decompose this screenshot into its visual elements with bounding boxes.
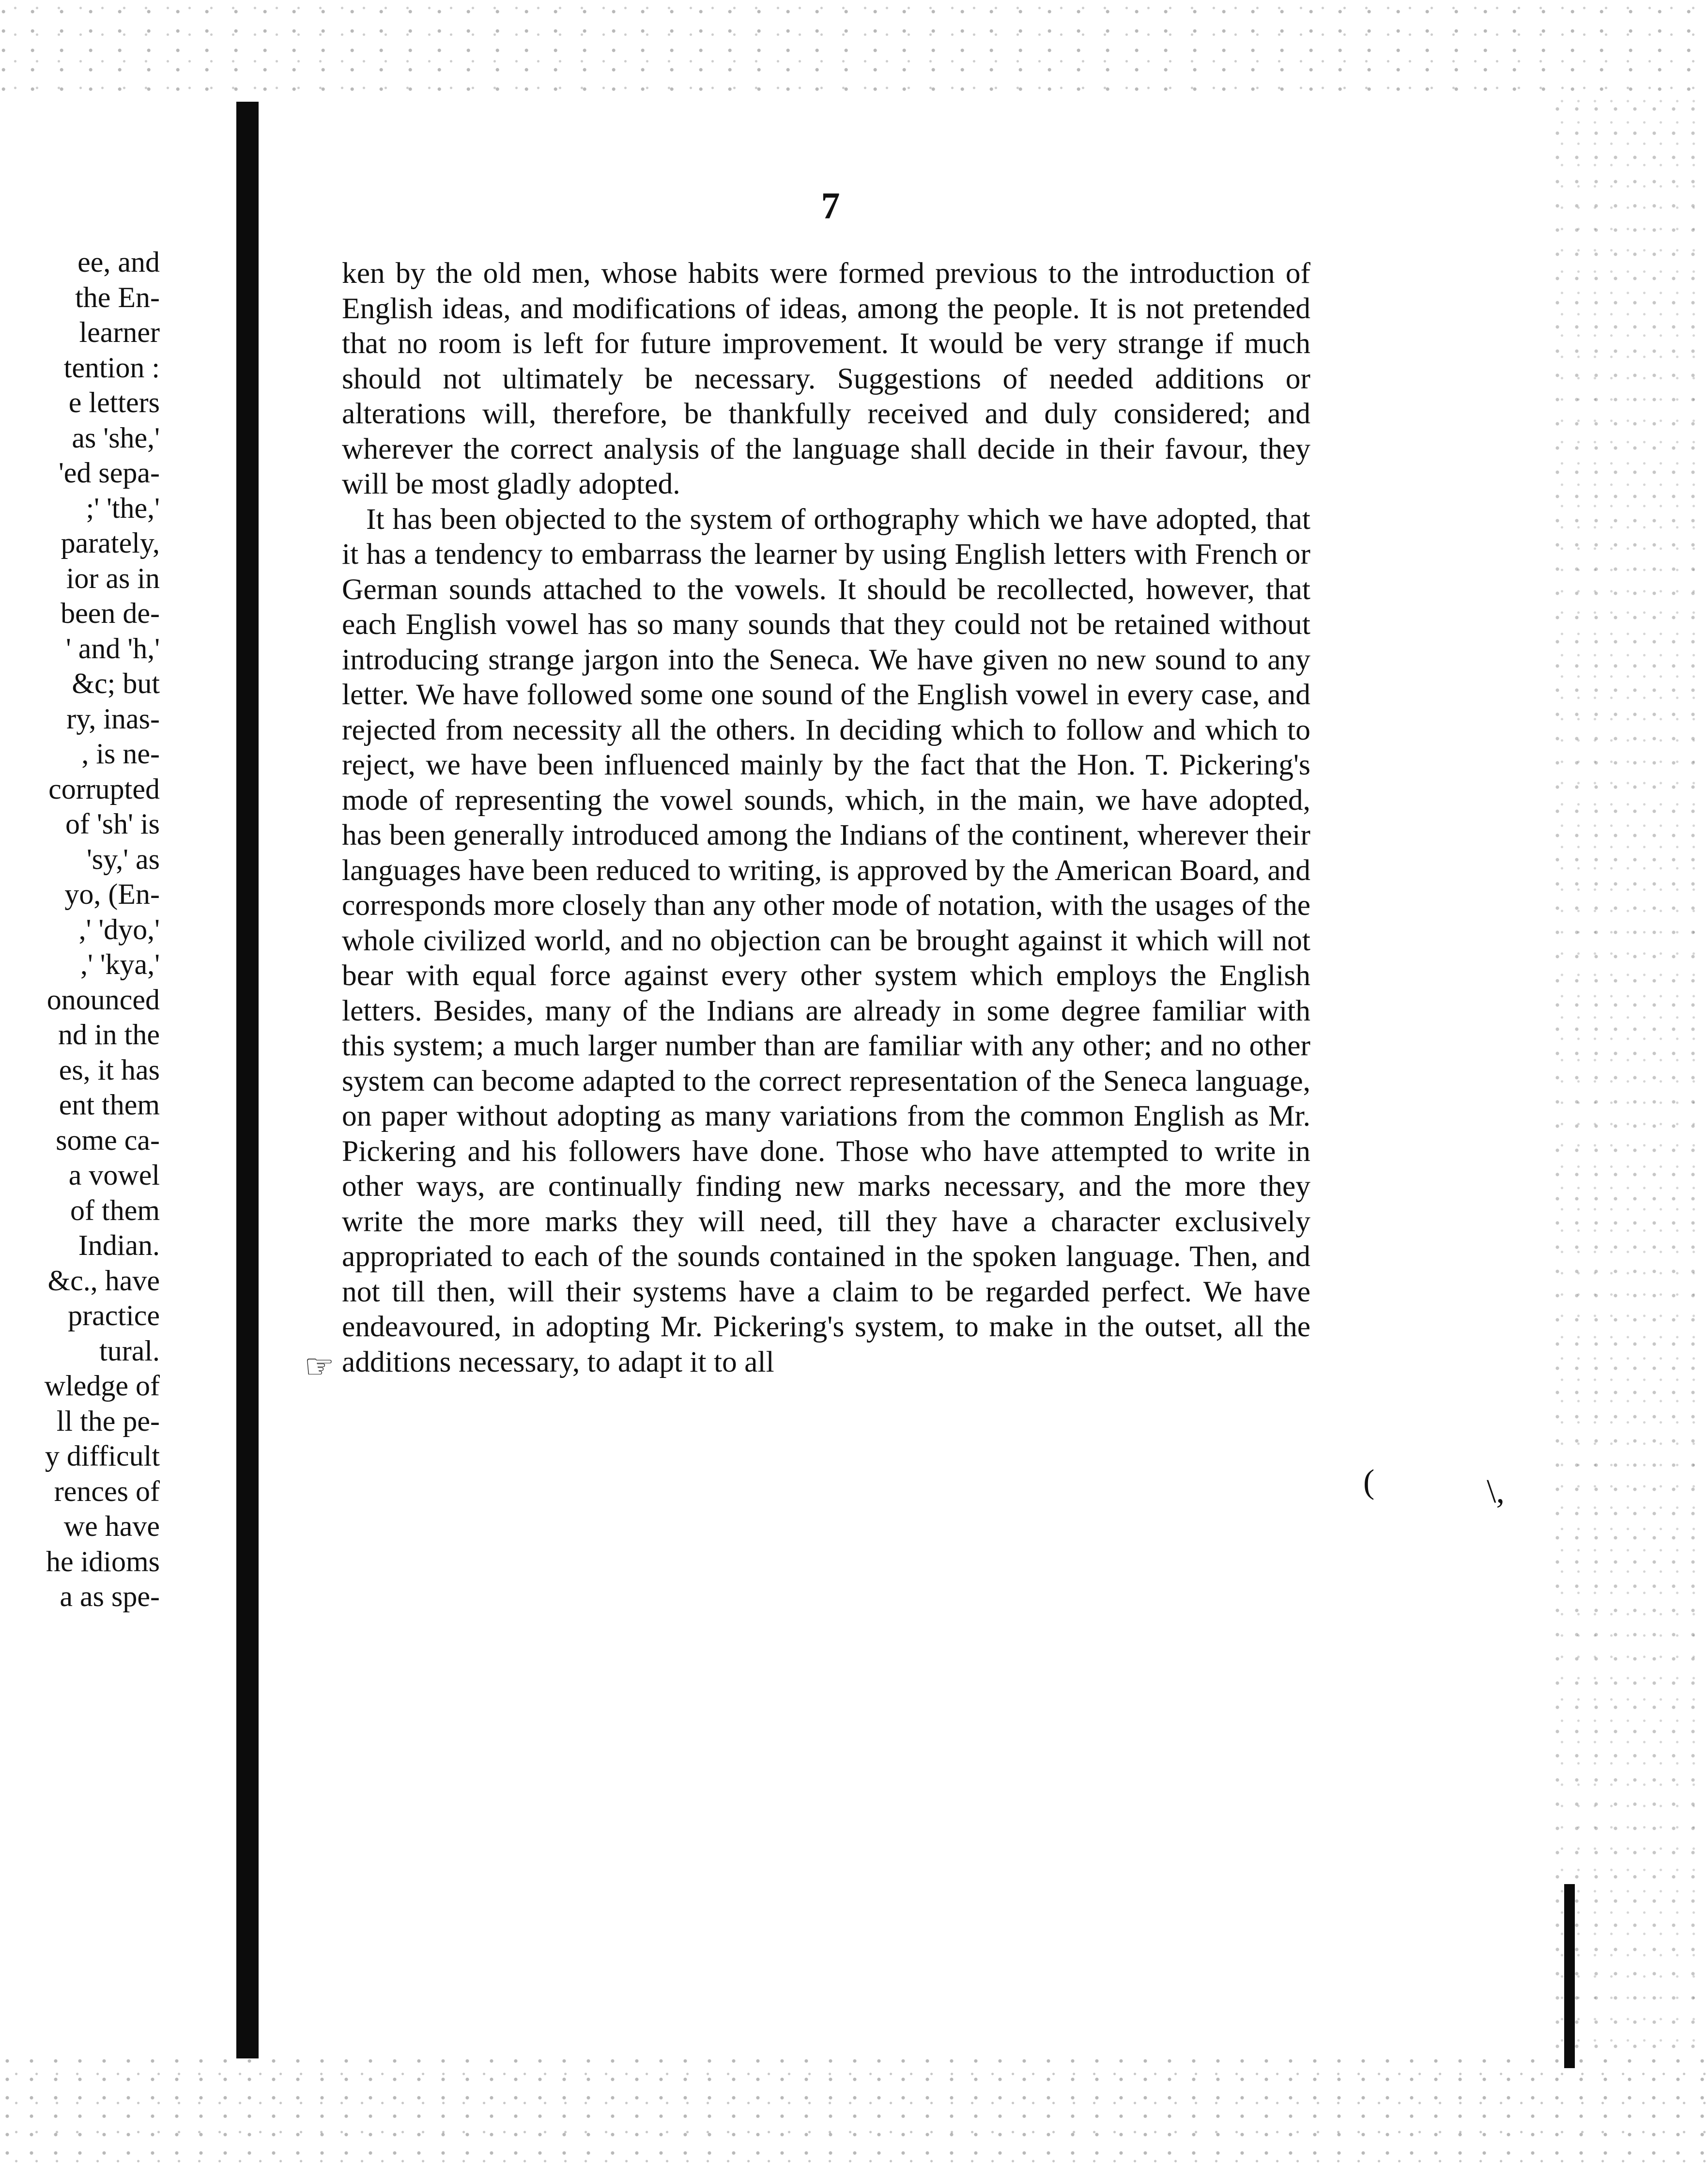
facing-page-line: ,' 'kya,' [80, 948, 160, 980]
facing-page-line: corrupted [48, 773, 160, 805]
book-gutter-shadow [236, 102, 259, 2058]
facing-page-line: tural. [99, 1334, 160, 1367]
scan-top-edge-noise [0, 0, 1708, 97]
facing-page-line: ,' 'dyo,' [78, 913, 160, 945]
facing-page-line: been de- [61, 597, 160, 629]
facing-page-line: practice [68, 1299, 160, 1331]
facing-page-line: ry, inas- [66, 702, 160, 735]
facing-page-line: ee, and [77, 246, 160, 278]
facing-page-line: y difficult [45, 1440, 160, 1472]
facing-page-line: wledge of [44, 1370, 160, 1402]
facing-page-line: parately, [61, 527, 160, 559]
facing-page-line: onounced [46, 983, 160, 1016]
facing-page-line: ent them [59, 1089, 160, 1121]
facing-page-line: ' and 'h,' [65, 632, 160, 665]
facing-page-fragment [0, 245, 160, 1756]
facing-page-line: of them [70, 1194, 160, 1226]
facing-page-line: as 'she,' [72, 421, 160, 454]
facing-page-line: 'sy,' as [86, 843, 160, 875]
facing-page-line: Indian. [78, 1229, 160, 1261]
facing-page-line: e letters [68, 387, 160, 418]
facing-page-line: , is ne- [81, 738, 160, 770]
facing-page-line: of 'sh' is [65, 808, 160, 840]
facing-page-line: ;' 'the,' [86, 492, 160, 524]
scan-bottom-edge-noise [0, 2054, 1708, 2165]
facing-page-line: tention : [63, 351, 160, 384]
facing-page-line: &c; but [72, 667, 160, 699]
facing-page-line: a vowel [68, 1159, 160, 1191]
facing-page-line: es, it has [59, 1053, 160, 1086]
facing-page-line: 'ed sepa- [58, 457, 160, 489]
page-body [342, 256, 1310, 1379]
facing-page-line: learner [79, 316, 160, 348]
facing-page-line: the En- [75, 281, 160, 313]
paragraph-orthography: It has been objected to the system of orthography which we have adopted, that it has a tendency to embarrass the learner by using English letters with French or German sounds attached to the vowels. It should be recollected, however, that each English vowel has so many sounds that they could not be retained without introducing strange jargon into the Seneca. We have given no new sound to any letter. We have followed some one sound of the English vowel in every case, and rejected from necessity all the others. In deciding which to follow and which to reject, we have been influenced mainly by the fact that the Hon. T. Pickering's mode of representing the vowel sounds, which, in the main, we have adopted, has been generally introduced among the Indians of the continent, wherever their languages have been reduced to writing, is approved by the American Board, and corresponds more closely than any other mode of notation, with the usages of the whole civilized world, and no objection can be brought against it which will not bear with equal force against every other system which employs the English letters. Besides, many of the Indians are already in some degree familiar with this system; a much larger number than are familiar with any other; and no other system can become adapted to the correct representation of the Seneca language, on paper without adopting as many variations from the common English as Mr. Pickering and his followers have done. Those who have attempted to write in other ways, are continually finding new marks necessary, and the more they write the more marks they will need, till they have a character exclusively appropriated to each of the sounds contained in the spoken language. Then, and not till then, will their systems have a claim to be regarded perfect. We have endeavoured, in adopting Mr. Pickering's system, to make in the outset, all the additions necessary, to adapt it to all [342, 502, 1310, 1378]
stray-ink-mark-icon: ( [1363, 1463, 1375, 1500]
pointing-hand-icon: ☞ [304, 1348, 335, 1386]
facing-page-line: he idioms [46, 1545, 160, 1577]
facing-page-line: ior as in [66, 562, 160, 594]
facing-page-line: rences of [54, 1475, 160, 1507]
facing-page-line: we have [63, 1510, 160, 1542]
page-edge-shadow [1564, 1884, 1575, 2068]
paragraph-continuation: ken by the old men, whose habits were formed previous to the introduction of English ideas, and modifications of ideas, among the people. It is not pretended that no room is left for future improvement. It would be very strange if much should not ultimately be necessary. Suggestions of needed additions or alterations will, therefore, be thankfully received and duly considered; and wherever the correct analysis of the language shall decide in their favour, they will be most gladly adopted. [342, 257, 1310, 500]
scan-right-edge-noise [1550, 97, 1708, 2054]
facing-page-line: &c., have [47, 1264, 160, 1297]
facing-page-line: a as spe- [60, 1580, 160, 1612]
facing-page-line: nd in the [58, 1019, 160, 1051]
facing-page-line: some ca- [56, 1124, 160, 1156]
facing-page-line: ll the pe- [56, 1405, 160, 1437]
facing-page-line: yo, (En- [64, 878, 160, 910]
stray-ink-mark-icon: \, [1487, 1473, 1505, 1510]
page-number: 7 [821, 185, 840, 227]
